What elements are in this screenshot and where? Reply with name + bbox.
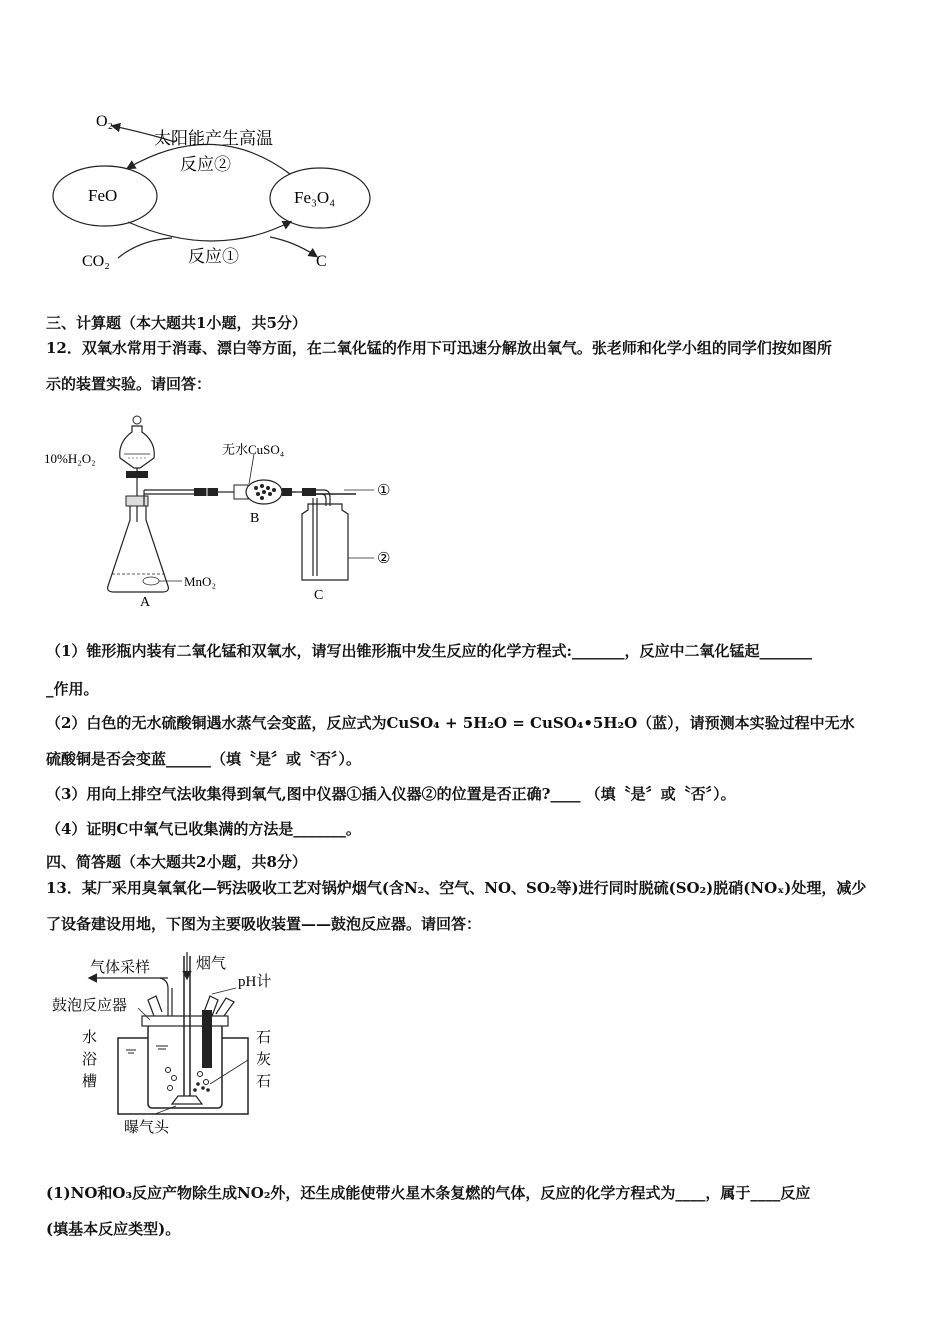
reaction1-arc bbox=[128, 222, 290, 241]
cuso4-label: 无水CuSO₄ bbox=[222, 442, 285, 457]
sub1-line1: (1)NO和O₃反应产物除生成NO₂外，还生成能使带火星木条复燃的气体，反应的化学方程式为____，属于____反应 bbox=[46, 1184, 811, 1202]
bubble-reactor-label: 鼓泡反应器 bbox=[52, 998, 128, 1014]
q3: （3）用向上排空气法收集得到氧气,图中仪器①插入仪器②的位置是否正确?____ （填〝是〞或〝否〞）。 bbox=[46, 785, 736, 803]
ph-meter-label: pH计 bbox=[238, 974, 272, 990]
q2-line1: （2）白色的无水硫酸铜遇水蒸气会变蓝，反应式为CuSO₄ + 5H₂O = CuSO₄•5H₂O（蓝），请预测本实验过程中无水 bbox=[46, 714, 855, 732]
gas-jar-c bbox=[302, 504, 348, 580]
water-bath-label-3: 槽 bbox=[82, 1074, 98, 1090]
mark2-label: ② bbox=[377, 551, 391, 567]
q12-line2: 示的装置实验。请回答： bbox=[46, 375, 212, 393]
q13-line2: 了设备建设用地，下图为主要吸收装置——鼓泡反应器。请回答： bbox=[46, 915, 482, 933]
q1-line1: （1）锥形瓶内装有二氧化锰和双氧水，请写出锥形瓶中发生反应的化学方程式:_______，反应中二氧化锰起_______ bbox=[46, 642, 812, 660]
top-label: 太阳能产生高温 bbox=[154, 129, 273, 148]
q1-line2: _作用。 bbox=[46, 680, 99, 698]
conical-flask bbox=[108, 506, 169, 592]
fe3o4-label: Fe₃O₄ bbox=[294, 188, 336, 207]
cycle-diagram bbox=[40, 100, 400, 280]
q4: （4）证明C中氧气已收集满的方法是_______。 bbox=[46, 820, 361, 838]
flue-gas-label: 烟气 bbox=[196, 956, 227, 972]
aerator-label: 曝气头 bbox=[124, 1120, 170, 1136]
section4-heading: 四、简答题（本大题共2小题，共8分） bbox=[46, 853, 307, 871]
c-label: C bbox=[316, 253, 327, 270]
a-label: A bbox=[140, 595, 151, 610]
separatory-funnel bbox=[120, 426, 155, 468]
ph-electrode bbox=[202, 1010, 212, 1068]
reaction2-label: 反应② bbox=[180, 155, 231, 174]
aerator-head bbox=[172, 1096, 202, 1104]
apparatus-diagram bbox=[44, 410, 424, 615]
limestone-label-3: 石 bbox=[256, 1074, 272, 1090]
c-label-apparatus: C bbox=[314, 588, 324, 603]
reaction1-label: 反应① bbox=[188, 247, 239, 266]
co2-branch bbox=[118, 238, 172, 258]
sub1-line2: (填基本反应类型)。 bbox=[46, 1220, 181, 1238]
c-branch bbox=[270, 237, 316, 256]
h2o2-label: 10%H₂O₂ bbox=[44, 451, 96, 466]
water-bath-label-2: 浴 bbox=[82, 1052, 98, 1068]
section3-heading: 三、计算题（本大题共1小题，共5分） bbox=[46, 314, 307, 332]
q2-line2: 硫酸铜是否会变蓝______（填〝是〞或〝否〞）。 bbox=[46, 750, 362, 768]
rubber-tube-3 bbox=[302, 488, 316, 496]
reactor-diagram bbox=[50, 948, 310, 1140]
limestone-label-1: 石 bbox=[256, 1030, 272, 1046]
co2-label: CO₂ bbox=[82, 253, 110, 270]
b-label: B bbox=[250, 511, 260, 526]
water-bath-label-1: 水 bbox=[82, 1030, 98, 1046]
mark1-label: ① bbox=[377, 483, 391, 499]
rubber-tube-2 bbox=[282, 488, 292, 496]
limestone-label-2: 灰 bbox=[256, 1052, 272, 1068]
o2-label: O₂ bbox=[96, 113, 114, 130]
mno2-label: MnO₂ bbox=[184, 574, 216, 589]
rubber-tube-1 bbox=[194, 488, 218, 496]
q12-line1: 12．双氧水常用于消毒、漂白等方面，在二氧化锰的作用下可迅速分解放出氧气。张老师和化学小组的同学们按如图所 bbox=[46, 339, 832, 357]
reactor-lid bbox=[142, 1016, 228, 1026]
flask-stopper bbox=[126, 496, 148, 506]
feo-label: FeO bbox=[88, 186, 118, 205]
q13-line1: 13．某厂采用臭氧氧化—钙法吸收工艺对锅炉烟气(含N₂、空气、NO、SO₂等)进行同时脱硫(SO₂)脱硝(NOₓ)处理，减少 bbox=[46, 879, 867, 897]
gas-sampling-label: 气体采样 bbox=[90, 960, 151, 976]
funnel-stopper bbox=[133, 416, 141, 424]
